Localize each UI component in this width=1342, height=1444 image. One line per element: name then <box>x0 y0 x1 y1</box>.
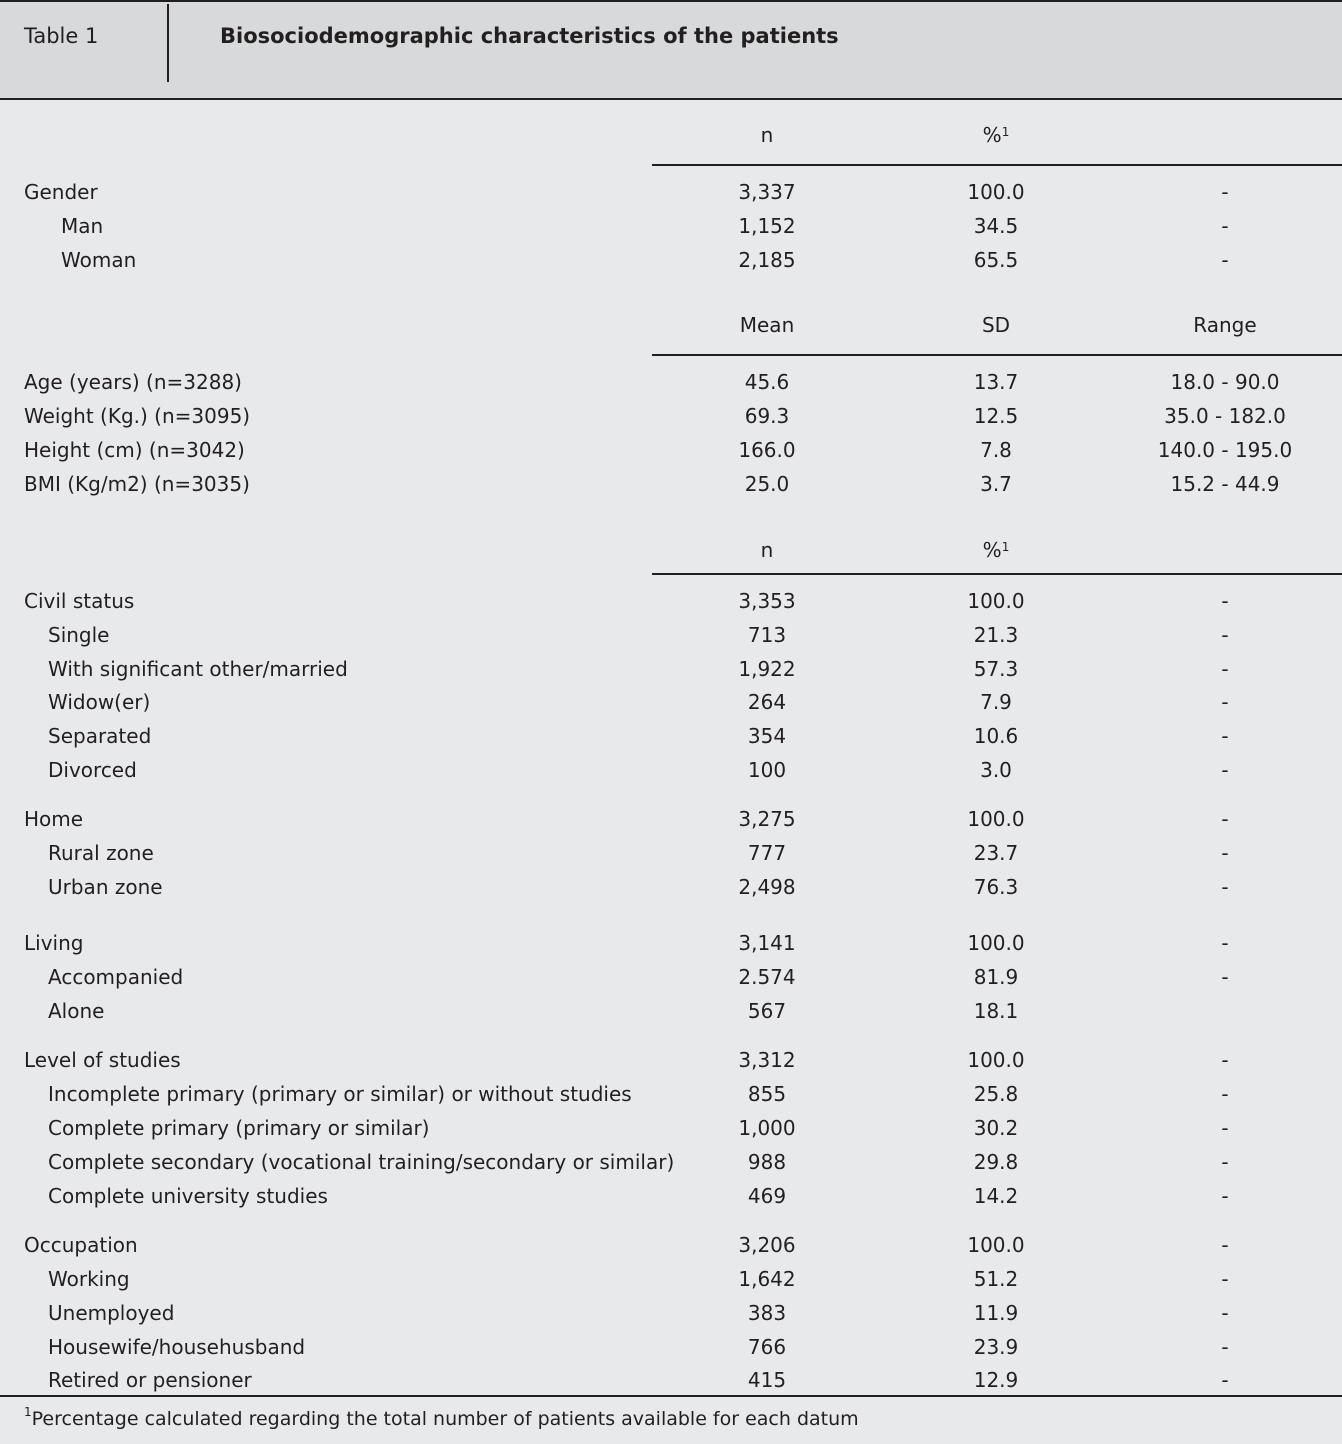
cell-extra: - <box>1221 1116 1229 1140</box>
cell-n: 3,206 <box>738 1233 796 1257</box>
footnote <box>24 1405 859 1430</box>
table-row <box>0 1298 1342 1328</box>
row-label: Single <box>48 623 110 647</box>
cell-pct: 12.9 <box>973 1368 1019 1392</box>
cell-n: 567 <box>747 999 787 1023</box>
column-header-row <box>0 535 1342 565</box>
cell-n: 383 <box>747 1301 787 1325</box>
cell-extra: - <box>1221 180 1229 204</box>
cell-sd: 7.8 <box>980 438 1012 462</box>
cell-pct: 100.0 <box>967 180 1025 204</box>
cell-extra: - <box>1221 657 1229 681</box>
cell-n: 469 <box>747 1184 787 1208</box>
header-rule <box>652 354 1342 356</box>
cell-extra: - <box>1221 758 1229 782</box>
cell-extra: - <box>1221 248 1229 272</box>
column-header: Mean <box>739 313 795 337</box>
row-label: Civil status <box>24 589 135 613</box>
cell-extra: - <box>1221 1184 1229 1208</box>
cell-n: 415 <box>747 1368 787 1392</box>
row-label: Complete primary (primary or similar) <box>48 1116 430 1140</box>
row-label: Complete secondary (vocational training/secondary or similar) <box>48 1150 675 1174</box>
row-label: Age (years) (n=3288) <box>24 370 242 394</box>
table-label: Table 1 <box>24 24 99 48</box>
row-label: Working <box>48 1267 130 1291</box>
table-bottom-rule <box>0 1395 1342 1397</box>
cell-extra: - <box>1221 623 1229 647</box>
cell-n: 3,275 <box>738 807 796 831</box>
cell-extra: - <box>1221 214 1229 238</box>
cell-n: 3,337 <box>738 180 796 204</box>
cell-extra: - <box>1221 1150 1229 1174</box>
row-label: Widow(er) <box>48 690 151 714</box>
cell-extra: - <box>1221 931 1229 955</box>
cell-pct: 100.0 <box>967 1233 1025 1257</box>
table-row <box>0 586 1342 616</box>
table-row <box>0 804 1342 834</box>
table-row <box>0 469 1342 499</box>
cell-pct: 3.0 <box>980 758 1012 782</box>
cell-pct: 14.2 <box>973 1184 1019 1208</box>
cell-range: 140.0 - 195.0 <box>1157 438 1293 462</box>
column-header-row <box>0 120 1342 150</box>
table-row <box>0 1230 1342 1260</box>
row-label: Height (cm) (n=3042) <box>24 438 245 462</box>
footnote-mark: 1 <box>24 1405 32 1419</box>
cell-sd: 13.7 <box>973 370 1019 394</box>
column-header: n <box>760 123 774 147</box>
cell-n: 1,152 <box>738 214 796 238</box>
table-row <box>0 435 1342 465</box>
cell-n: 3,353 <box>738 589 796 613</box>
row-label: Woman <box>61 248 137 272</box>
cell-mean: 69.3 <box>744 404 790 428</box>
cell-n: 1,000 <box>738 1116 796 1140</box>
table-row <box>0 211 1342 241</box>
row-label: Urban zone <box>48 875 163 899</box>
row-label: Home <box>24 807 84 831</box>
row-label: Accompanied <box>48 965 184 989</box>
cell-n: 100 <box>747 758 787 782</box>
row-label: Occupation <box>24 1233 138 1257</box>
column-header: Range <box>1193 313 1257 337</box>
column-header: %$^1$ <box>982 538 1010 562</box>
cell-pct: 51.2 <box>973 1267 1019 1291</box>
cell-extra: - <box>1221 1368 1229 1392</box>
cell-pct: 7.9 <box>980 690 1012 714</box>
cell-extra: - <box>1221 875 1229 899</box>
row-label: Housewife/househusband <box>48 1335 306 1359</box>
table-row <box>0 620 1342 650</box>
cell-extra: - <box>1221 1082 1229 1106</box>
header-rule <box>652 164 1342 166</box>
footnote-text: Percentage calculated regarding the total number of patients available for each datum <box>31 1408 859 1430</box>
table-row <box>0 1264 1342 1294</box>
table-row <box>0 654 1342 684</box>
cell-n: 777 <box>747 841 787 865</box>
table-row <box>0 721 1342 751</box>
cell-mean: 166.0 <box>738 438 796 462</box>
table-row <box>0 755 1342 785</box>
cell-sd: 12.5 <box>973 404 1019 428</box>
row-label: Unemployed <box>48 1301 175 1325</box>
table-row <box>0 838 1342 868</box>
cell-pct: 34.5 <box>973 214 1019 238</box>
table-row <box>0 1079 1342 1109</box>
cell-pct: 23.9 <box>973 1335 1019 1359</box>
cell-n: 766 <box>747 1335 787 1359</box>
cell-sd: 3.7 <box>980 472 1012 496</box>
cell-n: 354 <box>747 724 787 748</box>
table-row <box>0 367 1342 397</box>
row-label: Alone <box>48 999 105 1023</box>
row-label: Level of studies <box>24 1048 181 1072</box>
cell-n: 855 <box>747 1082 787 1106</box>
cell-pct: 21.3 <box>973 623 1019 647</box>
cell-extra: - <box>1221 724 1229 748</box>
cell-n: 1,642 <box>738 1267 796 1291</box>
table-title: Biosociodemographic characteristics of the patients <box>220 24 839 48</box>
row-label: Man <box>61 214 104 238</box>
cell-extra: - <box>1221 807 1229 831</box>
cell-extra: - <box>1221 589 1229 613</box>
table-row <box>0 687 1342 717</box>
cell-extra: - <box>1221 1267 1229 1291</box>
row-label: With significant other/married <box>48 657 348 681</box>
row-label: Weight (Kg.) (n=3095) <box>24 404 251 428</box>
table-row <box>0 177 1342 207</box>
cell-n: 2,185 <box>738 248 796 272</box>
column-header-row <box>0 310 1342 340</box>
table-header <box>0 0 1342 100</box>
table-row <box>0 996 1342 1026</box>
cell-mean: 25.0 <box>744 472 790 496</box>
cell-pct: 100.0 <box>967 1048 1025 1072</box>
cell-extra: - <box>1221 690 1229 714</box>
cell-pct: 11.9 <box>973 1301 1019 1325</box>
cell-pct: 65.5 <box>973 248 1019 272</box>
row-label: Separated <box>48 724 152 748</box>
cell-pct: 57.3 <box>973 657 1019 681</box>
cell-pct: 18.1 <box>973 999 1019 1023</box>
cell-extra: - <box>1221 965 1229 989</box>
table-row <box>0 1181 1342 1211</box>
cell-pct: 100.0 <box>967 931 1025 955</box>
cell-extra: - <box>1221 1048 1229 1072</box>
row-label: Rural zone <box>48 841 154 865</box>
cell-pct: 25.8 <box>973 1082 1019 1106</box>
table-row <box>0 1113 1342 1143</box>
cell-pct: 30.2 <box>973 1116 1019 1140</box>
row-label: BMI (Kg/m2) (n=3035) <box>24 472 250 496</box>
table-row <box>0 1147 1342 1177</box>
table-row <box>0 962 1342 992</box>
cell-pct: 23.7 <box>973 841 1019 865</box>
table-row <box>0 401 1342 431</box>
column-header: %$^1$ <box>982 123 1010 147</box>
row-label: Divorced <box>48 758 137 782</box>
cell-pct: 81.9 <box>973 965 1019 989</box>
cell-n: 3,141 <box>738 931 796 955</box>
cell-pct: 76.3 <box>973 875 1019 899</box>
cell-n: 264 <box>747 690 787 714</box>
table-row <box>0 1045 1342 1075</box>
cell-n: 713 <box>747 623 787 647</box>
row-label: Gender <box>24 180 98 204</box>
cell-range: 15.2 - 44.9 <box>1170 472 1280 496</box>
cell-pct: 10.6 <box>973 724 1019 748</box>
table-row <box>0 1365 1342 1395</box>
row-label: Living <box>24 931 84 955</box>
table-row <box>0 245 1342 275</box>
table-row <box>0 928 1342 958</box>
cell-n: 988 <box>747 1150 787 1174</box>
table-row <box>0 872 1342 902</box>
column-header: n <box>760 538 774 562</box>
cell-range: 35.0 - 182.0 <box>1164 404 1286 428</box>
cell-mean: 45.6 <box>744 370 790 394</box>
cell-n: 3,312 <box>738 1048 796 1072</box>
header-rule <box>652 573 1342 575</box>
cell-n: 1,922 <box>738 657 796 681</box>
column-header: SD <box>981 313 1011 337</box>
cell-range: 18.0 - 90.0 <box>1170 370 1280 394</box>
table-row <box>0 1332 1342 1362</box>
cell-extra: - <box>1221 1233 1229 1257</box>
cell-pct: 100.0 <box>967 589 1025 613</box>
header-divider <box>167 4 169 82</box>
row-label: Incomplete primary (primary or similar) or without studies <box>48 1082 632 1106</box>
cell-extra: - <box>1221 841 1229 865</box>
row-label: Retired or pensioner <box>48 1368 252 1392</box>
cell-pct: 100.0 <box>967 807 1025 831</box>
cell-n: 2,498 <box>738 875 796 899</box>
cell-pct: 29.8 <box>973 1150 1019 1174</box>
row-label: Complete university studies <box>48 1184 328 1208</box>
cell-n: 2.574 <box>738 965 796 989</box>
cell-extra: - <box>1221 1301 1229 1325</box>
cell-extra: - <box>1221 1335 1229 1359</box>
